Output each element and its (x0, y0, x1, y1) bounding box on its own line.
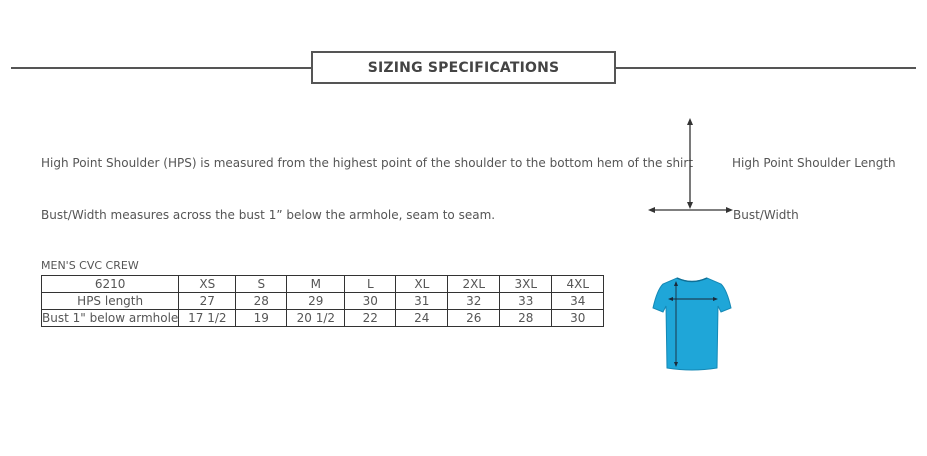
table-header-cell: 3XL (500, 276, 552, 293)
table-row (42, 310, 604, 327)
title-rule-left (11, 67, 312, 69)
table-header-cell: S (236, 276, 287, 293)
table-header-row (42, 276, 604, 293)
table-header-cell: M (287, 276, 345, 293)
sizing-table (41, 275, 604, 327)
title-rule-right (615, 67, 916, 69)
table-cell: 26 (448, 310, 500, 327)
table-header-cell: L (345, 276, 396, 293)
table-cell: 19 (236, 310, 287, 327)
table-row-label: HPS length (42, 293, 179, 310)
table-header-cell: 2XL (448, 276, 500, 293)
table-row (42, 293, 604, 310)
table-cell: 30 (552, 310, 604, 327)
hps-description: High Point Shoulder (HPS) is measured from the highest point of the shoulder to the bottom hem of the shirt (41, 156, 694, 170)
bust-width-label: Bust/Width (733, 208, 799, 222)
table-header-cell: 4XL (552, 276, 604, 293)
t-shirt-icon (651, 276, 733, 372)
table-cell: 32 (448, 293, 500, 310)
table-cell: 31 (396, 293, 448, 310)
table-cell: 30 (345, 293, 396, 310)
section-title (311, 51, 616, 84)
table-caption: MEN'S CVC CREW (41, 259, 139, 272)
table-cell: 28 (236, 293, 287, 310)
table-cell: 17 1/2 (179, 310, 236, 327)
table-cell: 22 (345, 310, 396, 327)
measurement-arrows-icon (645, 116, 735, 222)
section-title-text: SIZING SPECIFICATIONS (367, 59, 560, 76)
table-cell: 29 (287, 293, 345, 310)
table-cell: 28 (500, 310, 552, 327)
hps-length-label: High Point Shoulder Length (732, 156, 896, 170)
table-cell: 20 1/2 (287, 310, 345, 327)
table-cell: 27 (179, 293, 236, 310)
bust-description: Bust/Width measures across the bust 1” below the armhole, seam to seam. (41, 208, 496, 222)
table-cell: 34 (552, 293, 604, 310)
table-cell: 24 (396, 310, 448, 327)
table-header-cell: XL (396, 276, 448, 293)
table-header-cell: XS (179, 276, 236, 293)
table-header-cell: 6210 (42, 276, 179, 293)
table-cell: 33 (500, 293, 552, 310)
table-row-label: Bust 1" below armhole (42, 311, 179, 325)
